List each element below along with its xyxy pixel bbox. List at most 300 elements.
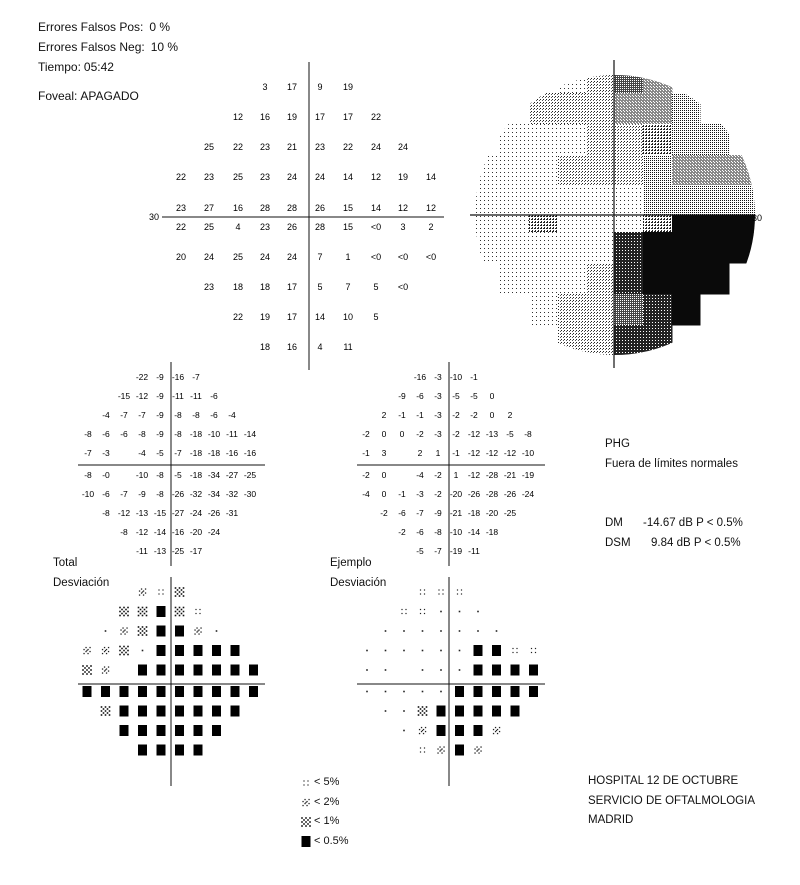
deviation-value: -24	[207, 527, 221, 537]
deviation-value: -6	[210, 410, 218, 420]
probability-symbol	[157, 706, 166, 717]
threshold-value: 19	[286, 112, 298, 122]
deviation-value: -8	[120, 527, 128, 537]
probability-symbol	[194, 686, 203, 697]
deviation-value: -4	[228, 410, 236, 420]
probability-symbol	[175, 607, 185, 617]
threshold-value: 25	[232, 172, 244, 182]
probability-symbol	[175, 665, 184, 676]
deviation-value: -13	[135, 508, 149, 518]
probability-symbol	[385, 710, 387, 712]
deviation-value: -10	[135, 470, 149, 480]
probability-symbol	[194, 665, 203, 676]
probability-symbol	[474, 725, 483, 736]
deviation-value: -18	[189, 448, 203, 458]
probability-symbol	[175, 587, 185, 597]
threshold-value: <0	[397, 252, 409, 262]
threshold-value: 28	[314, 222, 326, 232]
threshold-value: 22	[232, 312, 244, 322]
deviation-value: -2	[398, 527, 406, 537]
deviation-value: -5	[174, 470, 182, 480]
dsm-label: DSM	[605, 537, 631, 549]
threshold-value: 23	[203, 172, 215, 182]
threshold-value: 22	[232, 142, 244, 152]
deviation-value: -16	[171, 527, 185, 537]
probability-symbol	[175, 626, 184, 637]
probability-symbol	[231, 665, 240, 676]
probability-symbol	[119, 607, 129, 617]
deviation-value: -6	[416, 527, 424, 537]
deviation-value: -11	[190, 391, 202, 401]
deviation-value: -27	[171, 508, 185, 518]
deviation-value: -8	[174, 410, 182, 420]
threshold-value: <0	[370, 222, 382, 232]
probability-symbol	[422, 650, 424, 652]
probability-symbol	[403, 630, 405, 632]
threshold-value: 17	[286, 82, 298, 92]
deviation-value: -12	[467, 470, 481, 480]
threshold-value: 23	[259, 172, 271, 182]
threshold-value: 25	[203, 222, 215, 232]
probability-symbol	[457, 589, 462, 594]
probability-symbol	[194, 627, 201, 634]
deviation-value: -13	[153, 546, 167, 556]
deviation-value: -19	[521, 470, 535, 480]
probability-symbol	[366, 650, 368, 652]
deviation-value: -2	[362, 470, 370, 480]
threshold-value: 14	[314, 312, 326, 322]
deviation-value: -8	[156, 489, 164, 499]
legend-symbol	[302, 799, 309, 806]
threshold-value: 7	[345, 282, 351, 292]
probability-symbol	[403, 650, 405, 652]
probability-symbol	[157, 626, 166, 637]
probability-symbol	[437, 746, 444, 753]
probability-symbol	[529, 665, 538, 676]
probability-symbol	[101, 706, 111, 716]
threshold-value: 22	[175, 222, 187, 232]
threshold-value: 16	[259, 112, 271, 122]
false-positive-label: Errores Falsos Pos:	[38, 20, 144, 34]
probability-symbol	[212, 706, 221, 717]
dm-label: DM	[605, 517, 623, 529]
deviation-value: -20	[485, 508, 499, 518]
threshold-value: 5	[373, 282, 379, 292]
probability-symbol	[403, 691, 405, 693]
probability-symbol	[138, 686, 147, 697]
probability-symbol	[459, 650, 461, 652]
deviation-value: -12	[135, 527, 149, 537]
probability-symbol	[175, 706, 184, 717]
probability-symbol	[249, 686, 258, 697]
deviation-value: -3	[416, 489, 424, 499]
deviation-value: -26	[171, 489, 185, 499]
legend-label-1: < 1%	[314, 815, 340, 827]
threshold-value: 16	[286, 342, 298, 352]
probability-symbol	[119, 646, 129, 656]
deviation-value: -6	[120, 429, 128, 439]
probability-symbol	[195, 609, 200, 614]
probability-symbol	[419, 727, 426, 734]
threshold-value: 12	[425, 203, 437, 213]
threshold-value: 17	[286, 312, 298, 322]
deviation-value: -7	[192, 372, 200, 382]
deviation-value: -3	[434, 410, 442, 420]
threshold-value: <0	[425, 252, 437, 262]
deviation-value: -6	[102, 489, 110, 499]
legend-symbol	[303, 780, 308, 785]
probability-symbol	[474, 645, 483, 656]
probability-symbol	[120, 725, 129, 736]
deviation-value: -25	[243, 470, 257, 480]
probability-symbol	[231, 645, 240, 656]
probability-symbol	[82, 665, 92, 675]
threshold-value: 24	[314, 172, 326, 182]
threshold-value: 12	[370, 172, 382, 182]
dsm-value: 9.84 dB P < 0.5%	[651, 537, 741, 549]
deviation-value: 2	[417, 448, 423, 458]
deviation-value: 3	[381, 448, 387, 458]
probability-symbol	[138, 607, 148, 617]
deviation-value: -10	[449, 372, 463, 382]
probability-symbol	[492, 706, 501, 717]
deviation-value: -34	[207, 489, 221, 499]
probability-symbol	[231, 686, 240, 697]
threshold-value: 15	[342, 222, 354, 232]
probability-symbol	[175, 745, 184, 756]
deviation-value: -4	[362, 489, 370, 499]
footer-hospital: HOSPITAL 12 DE OCTUBRE	[588, 775, 739, 787]
deviation-value: -14	[243, 429, 257, 439]
threshold-value: 24	[203, 252, 215, 262]
probability-symbol	[474, 686, 483, 697]
deviation-value: -3	[102, 448, 110, 458]
pattern-deviation-title: Ejemplo	[330, 557, 372, 569]
deviation-value: 0	[381, 489, 387, 499]
deviation-value: -10	[521, 448, 535, 458]
probability-symbol	[401, 609, 406, 614]
threshold-value: 18	[232, 282, 244, 292]
deviation-value: -5	[506, 429, 514, 439]
threshold-value: 2	[428, 222, 434, 232]
deviation-value: -16	[225, 448, 239, 458]
deviation-value: -21	[449, 508, 463, 518]
deviation-value: -3	[434, 429, 442, 439]
probability-symbol	[194, 645, 203, 656]
deviation-value: -28	[485, 489, 499, 499]
probability-symbol	[158, 589, 163, 594]
deviation-value: -31	[225, 508, 239, 518]
probability-symbol	[212, 725, 221, 736]
deviation-value: -34	[207, 470, 221, 480]
probability-symbol	[474, 665, 483, 676]
time-value: 05:42	[83, 60, 114, 74]
probability-symbol	[385, 630, 387, 632]
threshold-value: 24	[370, 142, 382, 152]
pattern-deviation-subtitle: Desviación	[330, 577, 387, 589]
probability-symbol	[422, 691, 424, 693]
dm-value: -14.67 dB P < 0.5%	[643, 517, 743, 529]
deviation-value: -4	[416, 470, 424, 480]
deviation-value: -3	[434, 372, 442, 382]
deviation-value: 1	[453, 470, 459, 480]
probability-symbol	[385, 669, 387, 671]
threshold-value: 18	[259, 282, 271, 292]
deviation-value: 0	[399, 429, 405, 439]
probability-symbol	[138, 706, 147, 717]
deviation-value: -1	[416, 410, 424, 420]
deviation-value: -22	[135, 372, 149, 382]
false-negative-value: 10 %	[150, 40, 179, 54]
deviation-value: 0	[489, 391, 495, 401]
deviation-value: -8	[174, 429, 182, 439]
probability-symbol	[366, 669, 368, 671]
deviation-value: 0	[381, 470, 387, 480]
deviation-value: -6	[398, 508, 406, 518]
deviation-value: -16	[171, 372, 185, 382]
deviation-value: -9	[398, 391, 406, 401]
deviation-value: -18	[189, 470, 203, 480]
false-positive-value: 0 %	[149, 20, 171, 34]
deviation-value: -8	[156, 470, 164, 480]
deviation-value: -13	[485, 429, 499, 439]
probability-symbol	[474, 706, 483, 717]
legend-symbol	[302, 836, 311, 847]
threshold-value: 25	[203, 142, 215, 152]
threshold-value: 20	[175, 252, 187, 262]
threshold-value: 10	[342, 312, 354, 322]
probability-symbol	[157, 725, 166, 736]
probability-symbol	[157, 606, 166, 617]
greyscale-axis-label: 30	[752, 213, 763, 223]
deviation-value: -18	[207, 448, 221, 458]
footer-service: SERVICIO DE OFTALMOLOGIA	[588, 795, 755, 807]
deviation-value: -8	[434, 527, 442, 537]
foveal-value: APAGADO	[80, 89, 139, 103]
legend-label-05: < 0.5%	[314, 835, 349, 847]
deviation-value: -7	[416, 508, 424, 518]
deviation-value: -5	[452, 391, 460, 401]
probability-symbol	[138, 665, 147, 676]
phg-value: Fuera de límites normales	[605, 458, 738, 470]
deviation-value: -26	[467, 489, 481, 499]
deviation-value: -2	[434, 489, 442, 499]
deviation-value: -2	[470, 410, 478, 420]
deviation-value: -27	[225, 470, 239, 480]
foveal-label: Foveal:	[38, 89, 78, 103]
probability-symbol	[420, 609, 425, 614]
threshold-value: 23	[203, 282, 215, 292]
deviation-value: -18	[485, 527, 499, 537]
threshold-value: <0	[370, 252, 382, 262]
threshold-value: 17	[342, 112, 354, 122]
deviation-value: -4	[102, 410, 110, 420]
deviation-value: -8	[84, 470, 92, 480]
deviation-value: -17	[189, 546, 203, 556]
deviation-value: -24	[189, 508, 203, 518]
deviation-value: -1	[470, 372, 478, 382]
deviation-value: 2	[381, 410, 387, 420]
deviation-value: -21	[503, 470, 517, 480]
threshold-value: 19	[397, 172, 409, 182]
probability-symbol	[511, 706, 520, 717]
probability-symbol	[385, 650, 387, 652]
probability-symbol	[138, 725, 147, 736]
probability-symbol	[455, 706, 464, 717]
probability-symbol	[455, 725, 464, 736]
deviation-value: -8	[524, 429, 532, 439]
probability-symbol	[366, 691, 368, 693]
threshold-value: 19	[259, 312, 271, 322]
deviation-value: -28	[485, 470, 499, 480]
deviation-value: 0	[381, 429, 387, 439]
deviation-value: -10	[81, 489, 95, 499]
deviation-value: -24	[521, 489, 535, 499]
threshold-value: 23	[314, 142, 326, 152]
probability-symbol	[418, 706, 428, 716]
probability-symbol	[437, 725, 446, 736]
probability-symbol	[455, 686, 464, 697]
probability-symbol	[157, 665, 166, 676]
deviation-value: -9	[138, 489, 146, 499]
probability-symbol	[216, 630, 218, 632]
probability-symbol	[157, 686, 166, 697]
probability-symbol	[142, 650, 144, 652]
threshold-value: 3	[400, 222, 406, 232]
deviation-value: -25	[171, 546, 185, 556]
probability-symbol	[459, 669, 461, 671]
threshold-value: 11	[343, 342, 353, 352]
deviation-value: -0	[102, 470, 110, 480]
deviation-value: -7	[120, 410, 128, 420]
threshold-value: <0	[397, 282, 409, 292]
deviation-value: -16	[413, 372, 427, 382]
threshold-value: 26	[314, 203, 326, 213]
threshold-value: 19	[342, 82, 354, 92]
deviation-value: -20	[449, 489, 463, 499]
deviation-value: -1	[398, 489, 406, 499]
probability-symbol	[403, 710, 405, 712]
deviation-value: -12	[117, 508, 131, 518]
threshold-value: 3	[262, 82, 268, 92]
probability-symbol	[157, 745, 166, 756]
deviation-value: -3	[434, 391, 442, 401]
false-negative-label: Errores Falsos Neg:	[38, 40, 145, 54]
probability-symbol	[138, 745, 147, 756]
deviation-value: -14	[153, 527, 167, 537]
probability-symbol	[157, 645, 166, 656]
probability-symbol	[477, 611, 479, 613]
threshold-axis-label: 30	[149, 212, 160, 222]
deviation-value: -32	[189, 489, 203, 499]
deviation-value: -5	[156, 448, 164, 458]
probability-symbol	[105, 630, 107, 632]
probability-symbol	[385, 691, 387, 693]
probability-symbol	[120, 627, 127, 634]
probability-symbol	[175, 686, 184, 697]
deviation-value: -7	[434, 546, 442, 556]
deviation-value: -30	[243, 489, 257, 499]
probability-symbol	[420, 589, 425, 594]
deviation-value: -7	[138, 410, 146, 420]
probability-symbol	[440, 691, 442, 693]
probability-symbol	[496, 630, 498, 632]
deviation-value: -5	[470, 391, 478, 401]
deviation-value: -2	[434, 470, 442, 480]
legend-label-5: < 5%	[314, 776, 340, 788]
threshold-value: 17	[286, 282, 298, 292]
deviation-value: 2	[507, 410, 513, 420]
deviation-value: -8	[192, 410, 200, 420]
threshold-value: 24	[259, 252, 271, 262]
threshold-value: 22	[342, 142, 354, 152]
deviation-value: -1	[398, 410, 406, 420]
probability-symbol	[403, 730, 405, 732]
probability-symbol	[102, 666, 109, 673]
time-label: Tiempo:	[38, 60, 81, 74]
deviation-value: -10	[207, 429, 221, 439]
threshold-value: 5	[373, 312, 379, 322]
deviation-value: -16	[243, 448, 257, 458]
threshold-value: 15	[342, 203, 354, 213]
deviation-value: -8	[84, 429, 92, 439]
probability-symbol	[139, 588, 146, 595]
threshold-value: 5	[317, 282, 323, 292]
legend-symbol	[301, 817, 311, 827]
probability-symbol	[440, 669, 442, 671]
deviation-value: -9	[156, 372, 164, 382]
probability-symbol	[212, 686, 221, 697]
probability-symbol	[138, 626, 148, 636]
deviation-value: -6	[210, 391, 218, 401]
threshold-value: 22	[175, 172, 187, 182]
threshold-value: 1	[345, 252, 351, 262]
deviation-value: -9	[156, 429, 164, 439]
probability-symbol	[459, 630, 461, 632]
probability-symbol	[474, 746, 481, 753]
deviation-value: -11	[172, 391, 184, 401]
threshold-value: 14	[425, 172, 437, 182]
probability-symbol	[529, 686, 538, 697]
total-deviation-title: Total	[53, 557, 78, 569]
deviation-value: -9	[156, 391, 164, 401]
probability-symbol	[492, 686, 501, 697]
deviation-value: -2	[452, 429, 460, 439]
footer-city: MADRID	[588, 814, 634, 826]
threshold-value: 12	[232, 112, 244, 122]
probability-symbol	[175, 645, 184, 656]
probability-symbol	[512, 648, 517, 653]
deviation-value: -2	[380, 508, 388, 518]
probability-symbol	[511, 665, 520, 676]
threshold-value: 24	[286, 252, 298, 262]
deviation-value: -7	[174, 448, 182, 458]
deviation-value: -19	[449, 546, 463, 556]
probability-symbol	[492, 665, 501, 676]
deviation-value: -8	[102, 508, 110, 518]
probability-symbol	[459, 611, 461, 613]
deviation-value: -32	[225, 489, 239, 499]
threshold-value: 23	[175, 203, 187, 213]
probability-symbol	[175, 725, 184, 736]
deviation-value: -26	[503, 489, 517, 499]
deviation-value: -15	[153, 508, 167, 518]
probability-symbol	[422, 630, 424, 632]
threshold-value: 24	[286, 172, 298, 182]
deviation-value: -4	[138, 448, 146, 458]
deviation-value: -5	[416, 546, 424, 556]
deviation-value: -20	[189, 527, 203, 537]
